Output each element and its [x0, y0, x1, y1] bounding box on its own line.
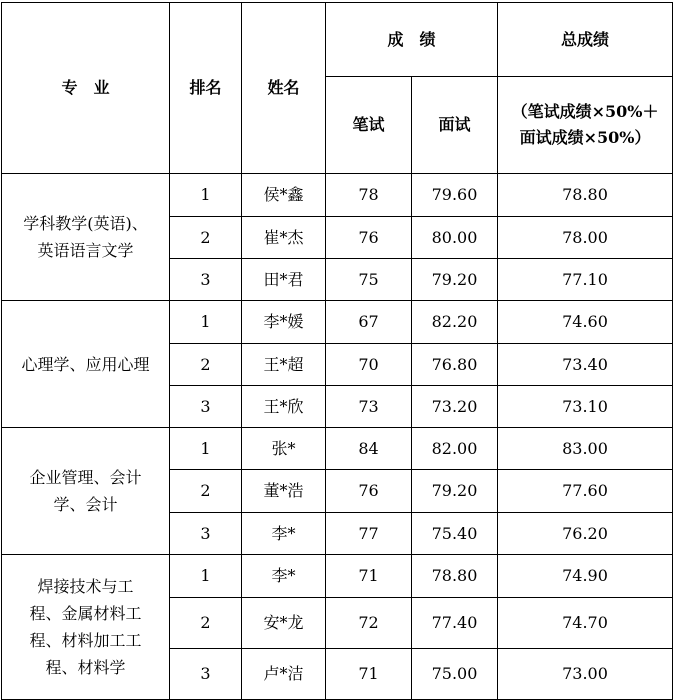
- interview-cell: 78.80: [412, 555, 498, 598]
- header-total-formula: [498, 77, 673, 174]
- header-interview: 面试: [412, 77, 498, 174]
- header-major: 专 业: [2, 3, 170, 174]
- header-total-formula-line2: 面试成绩×50%）: [519, 128, 651, 147]
- total-cell: 83.00: [498, 428, 673, 470]
- rank-cell: 3: [170, 259, 242, 301]
- header-total: 总成绩: [498, 3, 673, 77]
- written-cell: 72: [326, 598, 412, 649]
- written-cell: 77: [326, 513, 412, 555]
- rank-cell: 2: [170, 217, 242, 259]
- name-cell: 侯*鑫: [242, 174, 326, 217]
- major-line: 学科教学(英语)、: [23, 214, 148, 233]
- name-cell: 崔*杰: [242, 217, 326, 259]
- table-row: [2, 555, 673, 598]
- interview-cell: 82.00: [412, 428, 498, 470]
- major-cell: [2, 301, 170, 428]
- total-cell: 78.00: [498, 217, 673, 259]
- written-cell: 78: [326, 174, 412, 217]
- header-written: 笔试: [326, 77, 412, 174]
- rank-cell: 3: [170, 513, 242, 555]
- rank-cell: 1: [170, 301, 242, 344]
- rank-cell: 3: [170, 386, 242, 428]
- total-cell: 74.70: [498, 598, 673, 649]
- name-cell: 安*龙: [242, 598, 326, 649]
- interview-cell: 82.20: [412, 301, 498, 344]
- major-line: 程、金属材料工: [29, 604, 142, 623]
- header-rank: 排名: [170, 3, 242, 174]
- total-cell: 73.00: [498, 649, 673, 700]
- rank-cell: 1: [170, 555, 242, 598]
- written-cell: 75: [326, 259, 412, 301]
- rank-cell: 2: [170, 470, 242, 513]
- major-line: 程、材料学: [45, 658, 126, 677]
- written-cell: 84: [326, 428, 412, 470]
- major-cell: [2, 174, 170, 301]
- interview-cell: 79.20: [412, 470, 498, 513]
- major-cell: [2, 555, 170, 700]
- interview-cell: 75.00: [412, 649, 498, 700]
- name-cell: 李*: [242, 513, 326, 555]
- name-cell: 张*: [242, 428, 326, 470]
- header-name: 姓名: [242, 3, 326, 174]
- major-line: 学、会计: [53, 495, 118, 514]
- score-table: [1, 2, 673, 700]
- written-cell: 67: [326, 301, 412, 344]
- major-line: 焊接技术与工: [37, 577, 134, 596]
- rank-cell: 2: [170, 598, 242, 649]
- name-cell: 李*媛: [242, 301, 326, 344]
- written-cell: 70: [326, 344, 412, 386]
- rank-cell: 1: [170, 428, 242, 470]
- table-row: [2, 428, 673, 470]
- total-cell: 73.40: [498, 344, 673, 386]
- name-cell: 李*: [242, 555, 326, 598]
- major-line: 程、材料加工工: [29, 631, 142, 650]
- written-cell: 71: [326, 649, 412, 700]
- interview-cell: 77.40: [412, 598, 498, 649]
- rank-cell: 2: [170, 344, 242, 386]
- written-cell: 76: [326, 470, 412, 513]
- written-cell: 71: [326, 555, 412, 598]
- major-line: 英语语言文学: [37, 241, 134, 260]
- interview-cell: 79.60: [412, 174, 498, 217]
- name-cell: 王*欣: [242, 386, 326, 428]
- total-cell: 73.10: [498, 386, 673, 428]
- header-score: 成 绩: [326, 3, 498, 77]
- major-line: 心理学、应用心理: [21, 354, 150, 374]
- name-cell: 卢*洁: [242, 649, 326, 700]
- total-cell: 74.60: [498, 301, 673, 344]
- major-cell: [2, 428, 170, 555]
- interview-cell: 73.20: [412, 386, 498, 428]
- table-row: [2, 174, 673, 217]
- total-cell: 78.80: [498, 174, 673, 217]
- name-cell: 董*浩: [242, 470, 326, 513]
- rank-cell: 3: [170, 649, 242, 700]
- interview-cell: 76.80: [412, 344, 498, 386]
- total-cell: 76.20: [498, 513, 673, 555]
- table-row: [2, 301, 673, 344]
- name-cell: 王*超: [242, 344, 326, 386]
- written-cell: 73: [326, 386, 412, 428]
- total-cell: 77.60: [498, 470, 673, 513]
- rank-cell: 1: [170, 174, 242, 217]
- total-cell: 74.90: [498, 555, 673, 598]
- interview-cell: 80.00: [412, 217, 498, 259]
- table-body: [2, 174, 673, 700]
- interview-cell: 75.40: [412, 513, 498, 555]
- written-cell: 76: [326, 217, 412, 259]
- total-cell: 77.10: [498, 259, 673, 301]
- major-line: 企业管理、会计: [29, 468, 142, 487]
- header-total-formula-line1: （笔试成绩×50%＋: [511, 102, 659, 121]
- name-cell: 田*君: [242, 259, 326, 301]
- interview-cell: 79.20: [412, 259, 498, 301]
